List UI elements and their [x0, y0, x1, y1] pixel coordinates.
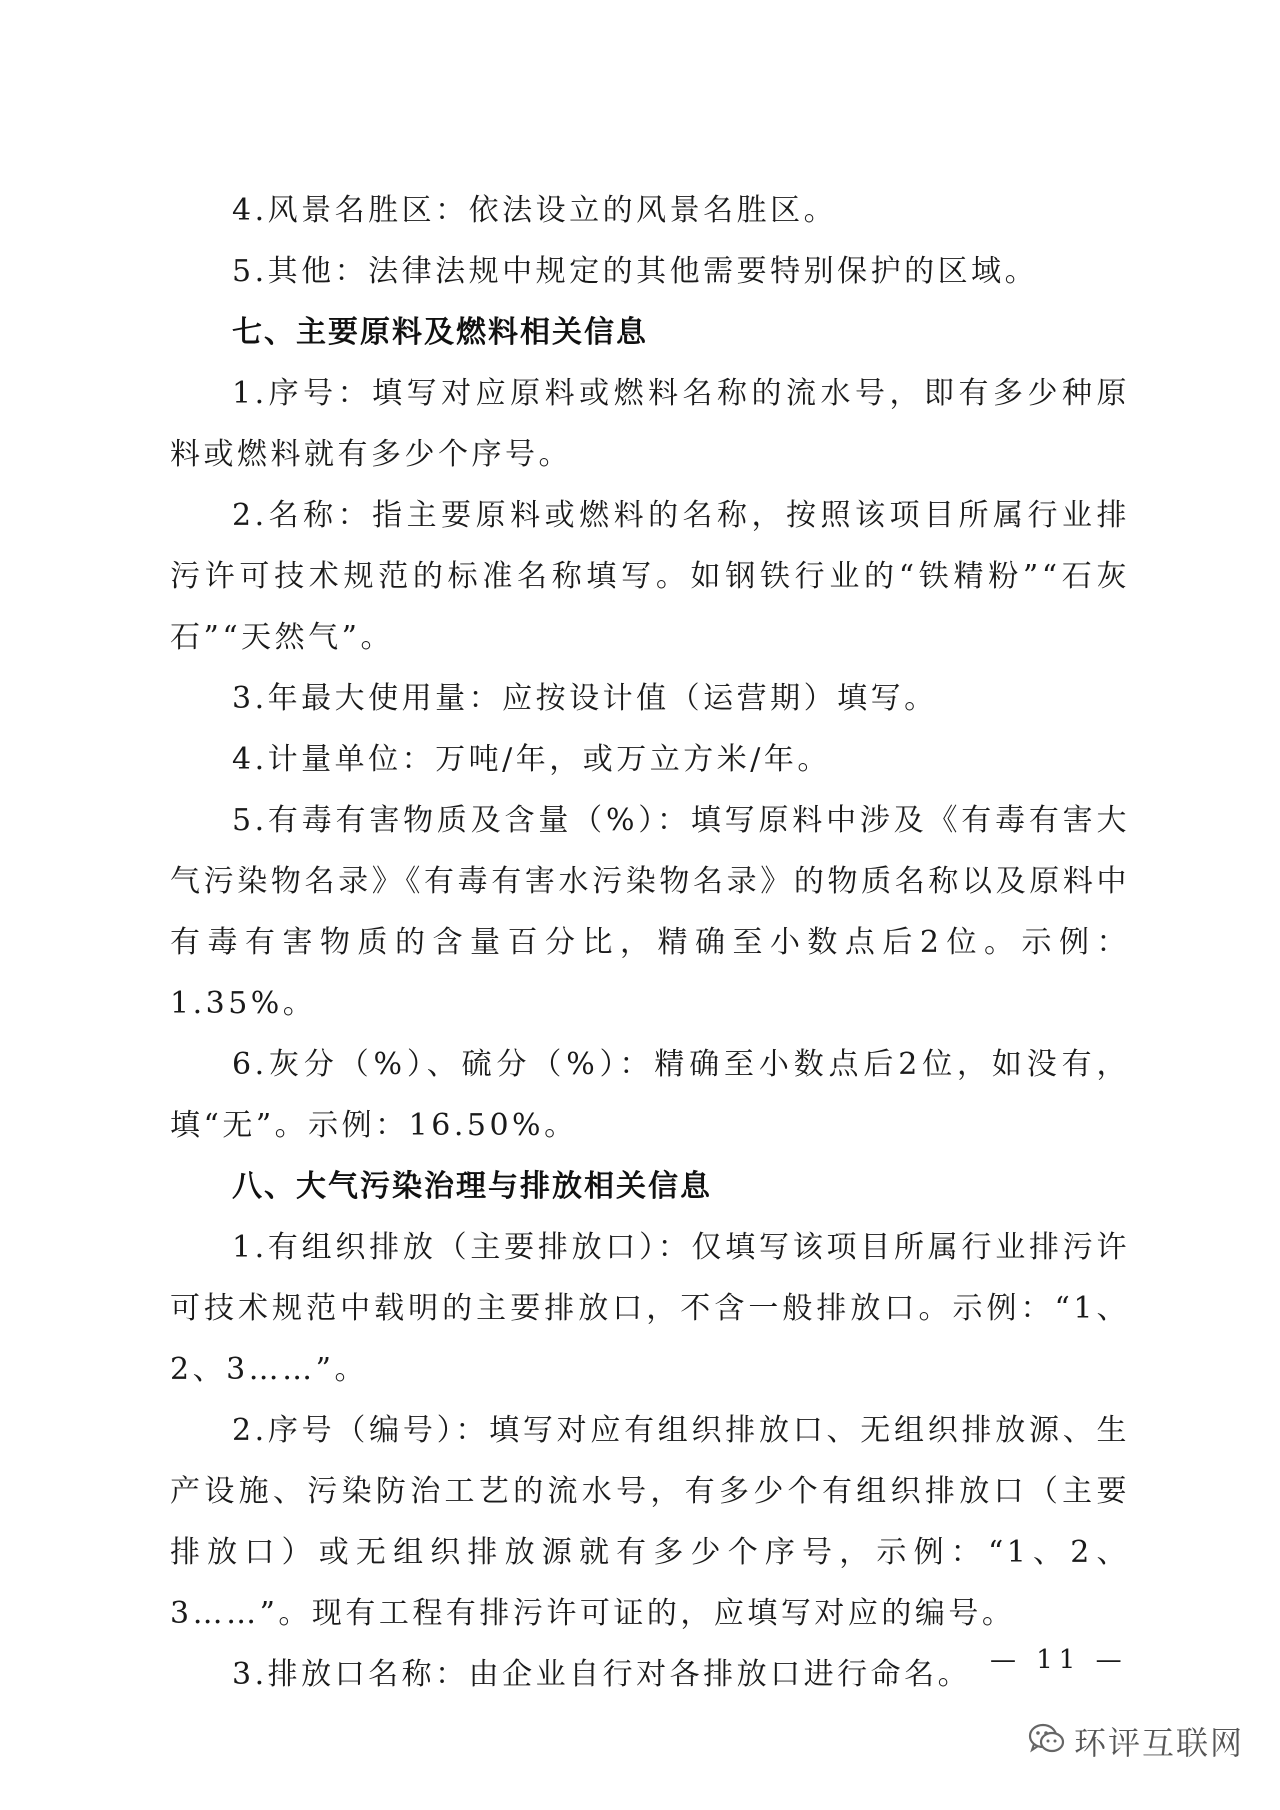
paragraph-other-protected-areas: 5.其他：法律法规中规定的其他需要特别保护的区域。	[232, 254, 1039, 289]
section-heading-raw-materials: 七、主要原料及燃料相关信息	[232, 315, 648, 350]
paragraph-name: 2.名称：指主要原料或燃料的名称，按照该项目所属行业排污许可技术规范的标准名称填写。如钢铁行业的“铁精粉”“石灰石”“天然气”。	[170, 498, 1130, 655]
page-number: — 11 —	[990, 1645, 1128, 1675]
section-heading-air-pollution: 八、大气污染治理与排放相关信息	[232, 1169, 712, 1204]
paragraph-organized-emission: 1.有组织排放（主要排放口）：仅填写该项目所属行业排污许可技术规范中载明的主要排放口，不含一般排放口。示例：“1、2、3……”。	[170, 1230, 1130, 1387]
paragraph-annual-max-usage: 3.年最大使用量：应按设计值（运营期）填写。	[232, 681, 938, 716]
paragraph-outlet-name: 3.排放口名称：由企业自行对各排放口进行命名。	[232, 1657, 972, 1692]
document-body	[170, 180, 1130, 1705]
paragraph-serial-number: 1.序号：填写对应原料或燃料名称的流水号，即有多少种原料或燃料就有多少个序号。	[170, 376, 1130, 472]
paragraph-serial-id: 2.序号（编号）：填写对应有组织排放口、无组织排放源、生产设施、污染防治工艺的流水号，有多少个有组织排放口（主要排放口）或无组织排放源就有多少个序号，示例：“1、2、3……”。现有工程有排污许可证的，应填写对应的编号。	[170, 1413, 1130, 1631]
watermark	[1028, 1718, 1244, 1764]
paragraph-toxic-substances: 5.有毒有害物质及含量（%）：填写原料中涉及《有毒有害大气污染物名录》《有毒有害水污染物名录》的物质名称以及原料中有毒有害物质的含量百分比，精确至小数点后2位。示例：1.35%。	[170, 803, 1130, 1021]
watermark-text: 环评互联网	[1074, 1724, 1245, 1762]
wechat-icon	[1028, 1722, 1066, 1761]
paragraph-unit: 4.计量单位：万吨/年，或万立方米/年。	[232, 742, 831, 777]
paragraph-scenic-area: 4.风景名胜区：依法设立的风景名胜区。	[232, 193, 838, 228]
paragraph-ash-sulfur: 6.灰分（%）、硫分（%）：精确至小数点后2位，如没有，填“无”。示例：16.50%。	[170, 1047, 1130, 1143]
